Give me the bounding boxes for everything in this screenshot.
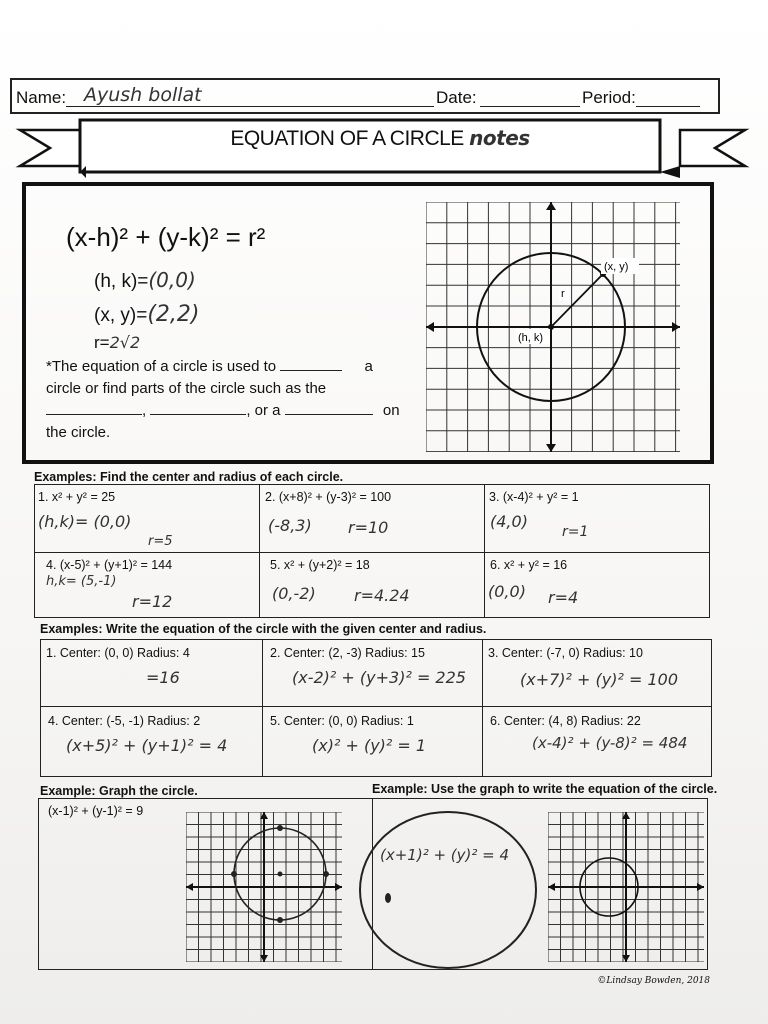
hk-row: (h, k)=(0,0)	[94, 268, 196, 292]
title-script: notes	[469, 126, 530, 150]
s2-problem-4: 4. Center: (-5, -1) Radius: 2	[48, 714, 201, 728]
s1-problem-3: 3. (x-4)² + y² = 1	[489, 490, 579, 504]
s1-answer-5-center: (0,-2)	[272, 584, 316, 603]
s1-answer-4-center: h,k= (5,-1)	[46, 574, 117, 589]
period-line	[636, 106, 700, 107]
s1-answer-2-center: (-8,3)	[268, 516, 312, 535]
s2-answer-4: (x+5)² + (y+1)² = 4	[66, 736, 228, 755]
s1-answer-6-center: (0,0)	[488, 582, 526, 601]
note-line-3: , , or a on	[46, 402, 400, 419]
banner-left-tail	[20, 130, 86, 166]
date-label: Date:	[436, 88, 477, 107]
section2-label: Examples: Write the equation of the circle with the given center and radius.	[40, 622, 487, 636]
student-sketch-circle	[352, 810, 542, 970]
s3-answer: (x+1)² + (y)² = 4	[380, 846, 510, 864]
s2-problem-5: 5. Center: (0, 0) Radius: 1	[270, 714, 414, 728]
s1-answer-6-radius: r=4	[548, 588, 579, 607]
s1-answer-1-center: (h,k)= (0,0)	[38, 512, 132, 531]
copyright: ©Lindsay Bowden, 2018	[597, 976, 710, 986]
note-line-2: circle or find parts of the circle such as the	[46, 380, 327, 397]
name-label: Name:	[16, 88, 67, 107]
point-xy-label: (x, y)	[604, 261, 629, 273]
student-center-point	[278, 872, 283, 877]
s2-problem-6: 6. Center: (4, 8) Radius: 22	[490, 714, 641, 728]
s1-answer-1-radius: r=5	[148, 534, 173, 549]
s2-answer-2: (x-2)² + (y+3)² = 225	[292, 668, 466, 687]
s1-problem-5: 5. x² + (y+2)² = 18	[270, 558, 370, 572]
period-label: Period:	[582, 88, 636, 107]
s2-answer-3: (x+7)² + (y)² = 100	[520, 670, 679, 689]
banner-right-tail	[680, 130, 745, 166]
xy-row: (x, y)=(2,2)	[94, 302, 200, 327]
section1-label: Examples: Find the center and radius of each circle.	[34, 470, 344, 484]
s1-problem-6: 6. x² + y² = 16	[490, 558, 568, 572]
page-title	[170, 126, 590, 151]
s1-answer-4-radius: r=12	[132, 592, 173, 611]
s2-answer-5: (x)² + (y)² = 1	[312, 736, 427, 755]
s3-graph-equation: (x-1)² + (y-1)² = 9	[48, 804, 144, 818]
s1-problem-4: 4. (x-5)² + (y+1)² = 144	[46, 558, 173, 572]
circle-formula: (x-h)² + (y-k)² = r²	[66, 222, 266, 252]
section3-label-right: Example: Use the graph to write the equation of the circle.	[372, 782, 718, 796]
s2-problem-2: 2. Center: (2, -3) Radius: 15	[270, 646, 425, 660]
s1-problem-1: 1. x² + y² = 25	[38, 490, 116, 504]
note-line-1: *The equation of a circle is used to a	[46, 358, 373, 375]
name-value: Ayush bollat	[84, 84, 202, 106]
s1-answer-2-radius: r=10	[348, 518, 389, 537]
title-main: EQUATION OF A CIRCLE	[230, 127, 464, 150]
date-line	[480, 106, 580, 107]
graph-the-circle	[186, 812, 342, 962]
s1-answer-3-radius: r=1	[562, 524, 589, 540]
given-graph	[548, 812, 704, 962]
s2-answer-1: =16	[146, 668, 180, 687]
note-line-4: the circle.	[46, 424, 111, 441]
name-line	[66, 106, 434, 107]
r-row: r=2√2	[94, 333, 141, 352]
s1-problem-2: 2. (x+8)² + (y-3)² = 100	[265, 490, 392, 504]
s2-problem-1: 1. Center: (0, 0) Radius: 4	[46, 646, 190, 660]
radius-label: r	[561, 288, 565, 300]
key-graph	[426, 202, 680, 452]
s2-answer-6: (x-4)² + (y-8)² = 484	[532, 734, 688, 752]
radius-line	[551, 274, 603, 327]
center-label: (h, k)	[518, 332, 544, 344]
s2-problem-3: 3. Center: (-7, 0) Radius: 10	[488, 646, 643, 660]
s1-answer-5-radius: r=4.24	[354, 586, 410, 605]
s1-answer-3-center: (4,0)	[490, 512, 528, 531]
section3-label-left: Example: Graph the circle.	[40, 784, 198, 798]
